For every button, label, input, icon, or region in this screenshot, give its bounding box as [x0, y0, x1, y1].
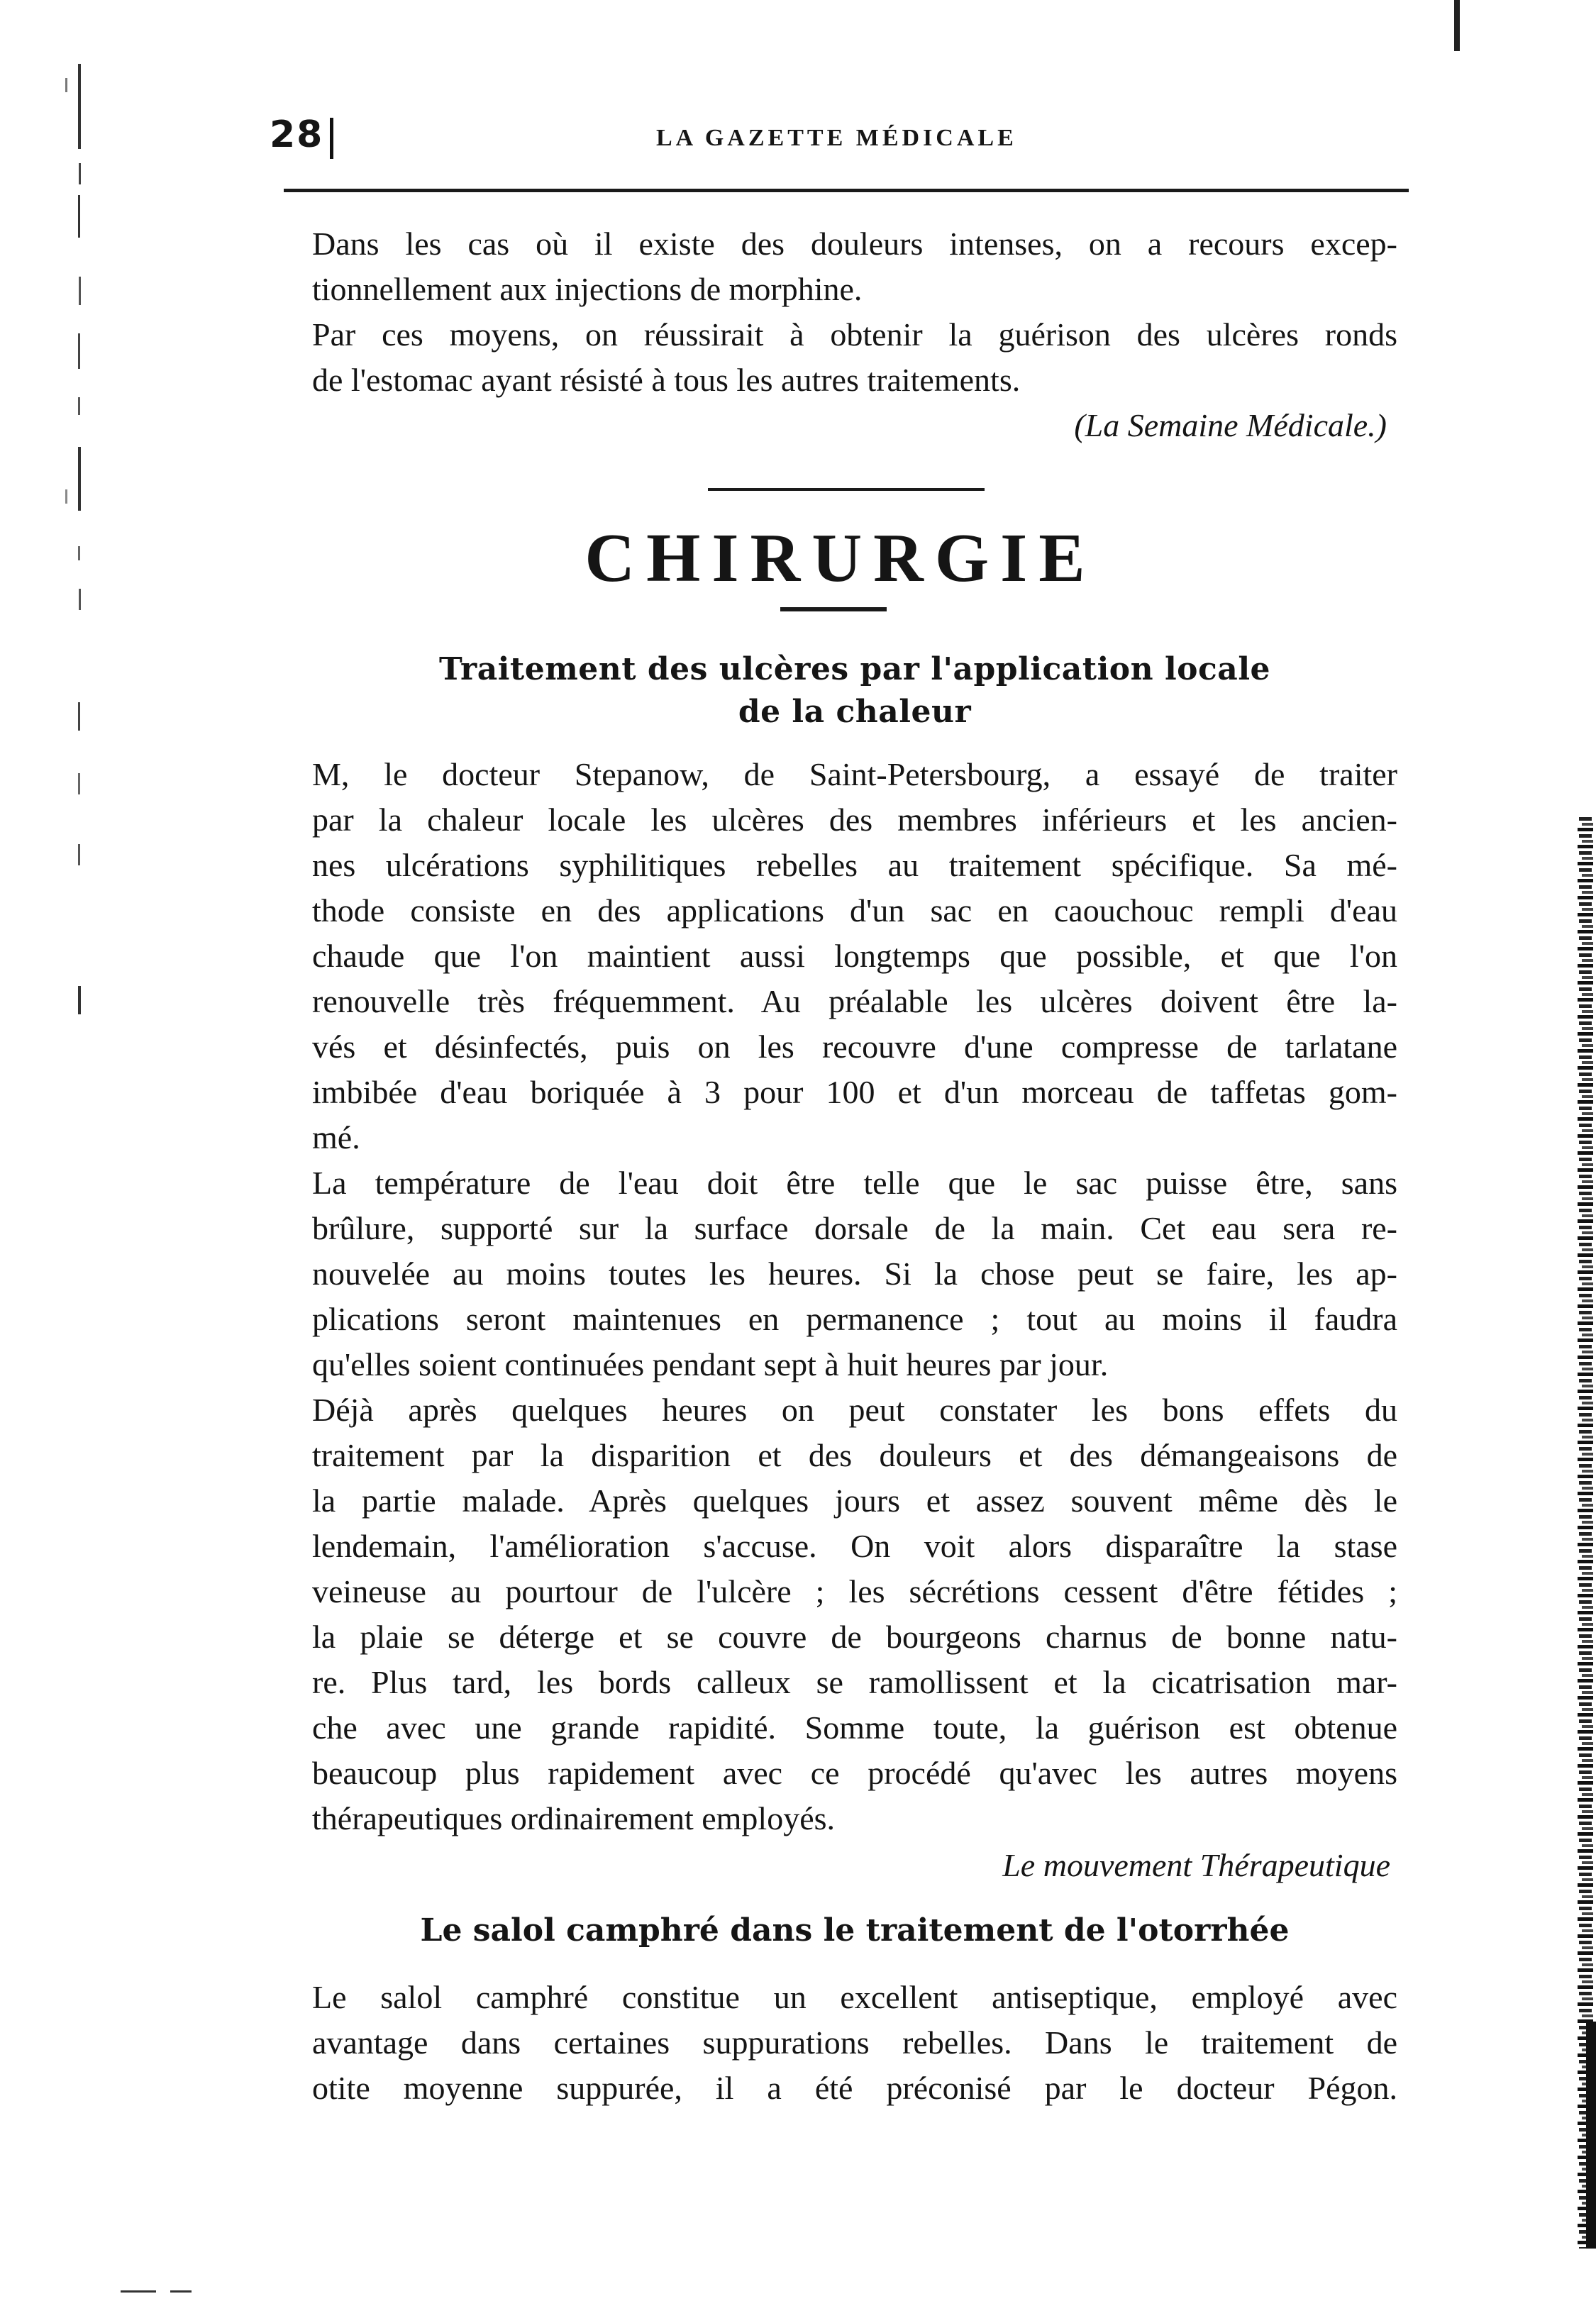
text-line: brûlure, supporté sur la surface dorsale de la main. Cet eau sera re-: [312, 1210, 1397, 1246]
running-head: [270, 108, 1419, 172]
text-line: la partie malade. Après quelques jours et assez souvent même dès le: [312, 1482, 1397, 1519]
text-line: tionnellement aux injections de morphine.: [312, 271, 863, 307]
margin-scan-marks: [57, 64, 99, 1043]
article-paragraph-1: [312, 752, 1397, 1160]
text-line: otite moyenne suppurée, il a été préconisé par le docteur Pégon.: [312, 2070, 1397, 2106]
text-line: M, le docteur Stepanow, de Saint-Petersbourg, a essayé de traiter: [312, 756, 1397, 792]
text-line: Dans les cas où il existe des douleurs intenses, on a recours excep-: [312, 226, 1397, 262]
text-block: [312, 221, 1397, 2111]
article-title-line: de la chaleur: [738, 694, 972, 730]
scan-tick-mark: [1454, 0, 1460, 51]
text-line: Déjà après quelques heures on peut constater les bons effets du: [312, 1392, 1397, 1428]
text-line: renouvelle très fréquemment. Au préalable les ulcères doivent être la-: [312, 983, 1397, 1019]
text-line: beaucoup plus rapidement avec ce procédé qu'avec les autres moyens: [312, 1755, 1397, 1791]
text-line: Le salol camphré constitue un excellent antiseptique, employé avec: [312, 1979, 1397, 2015]
text-line: avantage dans certaines suppurations rebelles. Dans le traitement de: [312, 2024, 1397, 2061]
text-line: plications seront maintenues en permanence ; tout au moins il faudra: [312, 1301, 1397, 1337]
article-paragraph-1: [312, 1975, 1397, 2111]
text-line: Par ces moyens, on réussirait à obtenir la guérison des ulcères ronds: [312, 316, 1397, 353]
text-line: veineuse au pourtour de l'ulcère ; les sécrétions cessent d'être fétides ;: [312, 1573, 1397, 1609]
text-line: lendemain, l'amélioration s'accuse. On voit alors disparaître la stase: [312, 1528, 1397, 1564]
text-line: mé.: [312, 1119, 360, 1155]
text-line: che avec une grande rapidité. Somme toute, la guérison est obtenue: [312, 1709, 1397, 1746]
page-edge-shadow: [1576, 816, 1596, 2249]
text-line: de l'estomac ayant résisté à tous les autres traitements.: [312, 362, 1021, 398]
section-rule: [780, 607, 887, 611]
text-line: vés et désinfectés, puis on les recouvre d'une compresse de tarlatane: [312, 1029, 1397, 1065]
article-title: [312, 648, 1397, 733]
text-line: par la chaleur locale les ulcères des membres inférieurs et les ancien-: [312, 802, 1397, 838]
text-line: chaude que l'on maintient aussi longtemps que possible, et que l'on: [312, 938, 1397, 974]
section-title: CHIRURGIE: [584, 520, 1097, 597]
article-paragraph-3: [312, 1387, 1397, 1841]
journal-title: LA GAZETTE MÉDICALE: [656, 125, 1017, 151]
text-line: imbibée d'eau boriquée à 3 pour 100 et d'un morceau de taffetas gom-: [312, 1074, 1397, 1110]
text-line: thode consiste en des applications d'un sac en caouchouc rempli d'eau: [312, 892, 1397, 929]
page-number: 28: [270, 113, 324, 156]
text-line: re. Plus tard, les bords calleux se ramollissent et la cicatrisation mar-: [312, 1664, 1397, 1700]
bottom-scan-marks: [121, 2288, 199, 2295]
text-line: thérapeutiques ordinairement employés.: [312, 1800, 836, 1836]
article-paragraph-2: [312, 1160, 1397, 1387]
text-line: La température de l'eau doit être telle que le sac puisse être, sans: [312, 1165, 1397, 1201]
intro-paragraph-2: [312, 312, 1397, 403]
source-citation: Le mouvement Thérapeutique: [1002, 1847, 1390, 1883]
header-rule: [284, 189, 1409, 192]
text-line: la plaie se déterge et se couvre de bourgeons charnus de bonne natu-: [312, 1619, 1397, 1655]
text-line: qu'elles soient continuées pendant sept à huit heures par jour.: [312, 1346, 1109, 1382]
article-title-line: Traitement des ulcères par l'application locale: [438, 651, 1271, 687]
text-line: traitement par la disparition et des douleurs et des démangeaisons de: [312, 1437, 1397, 1473]
text-line: nes ulcérations syphilitiques rebelles au traitement spécifique. Sa mé-: [312, 847, 1397, 883]
article-title: Le salol camphré dans le traitement de l'otorrhée: [420, 1912, 1290, 1949]
text-line: nouvelée au moins toutes les heures. Si la chose peut se faire, les ap-: [312, 1255, 1397, 1292]
intro-paragraph-1: [312, 221, 1397, 312]
separator-rule: [708, 488, 985, 491]
source-citation: (La Semaine Médicale.): [1074, 407, 1387, 443]
